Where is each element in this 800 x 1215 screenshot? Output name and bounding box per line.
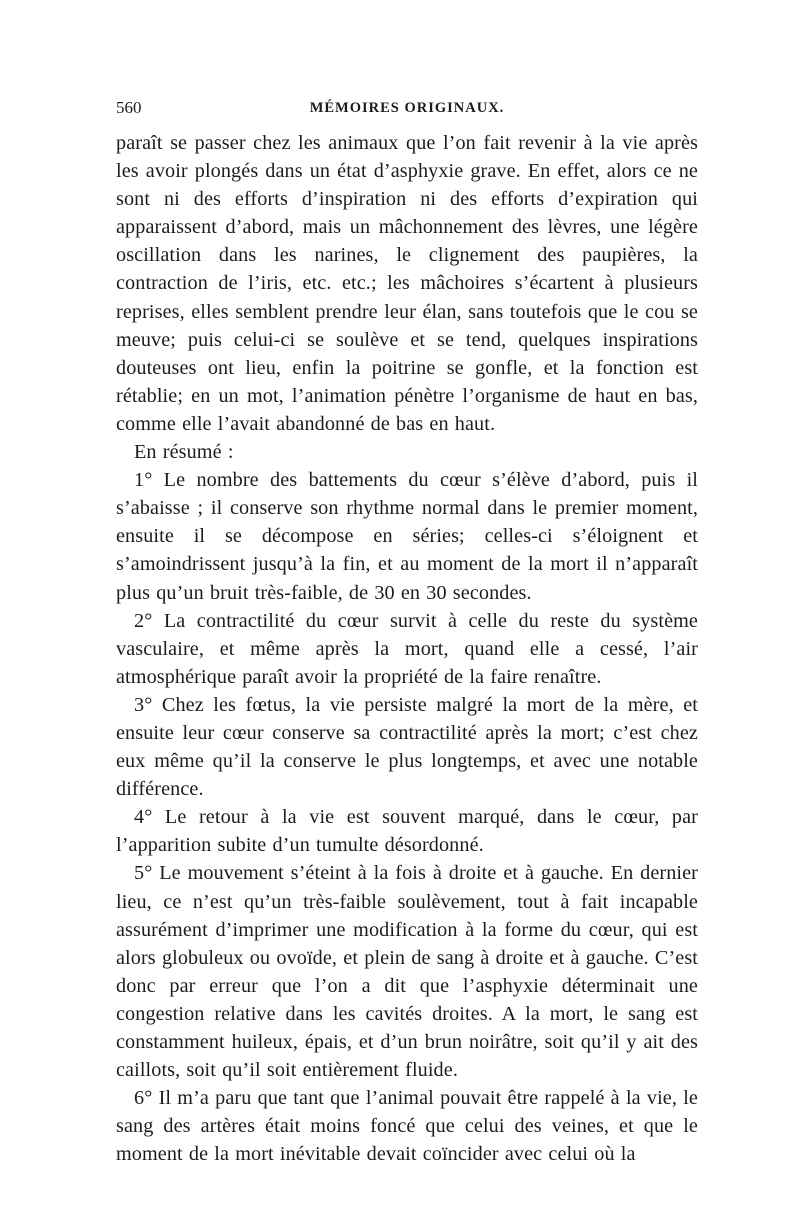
paragraph-point-5: 5° Le mouvement s’éteint à la fois à droite et à gauche. En dernier lieu, ce n’est qu’un très-faible soulèvement, tout à fait incapable assurément d’imprimer une modification à la forme du cœur, qui est alors globuleux ou ovoïde, et plein de sang à droite et à gauche. C’est donc par erreur que l’on a dit que l’asphyxie déterminait une congestion relative dans les cavités droites. A la mort, le sang est constamment huileux, épais, et d’un brun noirâtre, soit qu’il y ait des caillots, soit qu’il soit entièrement fluide. xyxy=(116,862,698,1082)
paragraph-summary-heading: En résumé : xyxy=(134,441,234,464)
body-text xyxy=(116,129,698,1168)
paragraph-continuation: paraît se passer chez les animaux que l’on fait revenir à la vie après les avoir plongés dans un état d’asphyxie grave. En effet, alors ce ne sont ni des efforts d’inspiration ni des efforts d’expiration qui apparaissent d’abord, mais un mâchonnement des lèvres, une légère oscillation dans les narines, le clignement des paupières, la contraction de l’iris, etc. etc.; les mâchoires s’écartent à plusieurs reprises, elles semblent prendre leur élan, sans toutefois que le cou se meuve; puis celui-ci se soulève et se tend, quelques inspirations douteuses ont lieu, enfin la poitrine se gonfle, et la fonction est rétablie; en un mot, l’animation pénètre l’organisme de haut en bas, comme elle l’avait abandonné de bas en haut. xyxy=(116,132,698,435)
paragraph-point-1: 1° Le nombre des battements du cœur s’élève d’abord, puis il s’abaisse ; il conserve son rhythme normal dans le premier moment, ensuite il se décompose en séries; celles-ci s’éloignent et s’amoindrissent jusqu’à la fin, et au moment de la mort il n’apparaît plus qu’un bruit très-faible, de 30 en 30 secondes. xyxy=(116,469,698,604)
running-title: MÉMOIRES ORIGINAUX. xyxy=(309,100,505,116)
running-head xyxy=(116,98,698,122)
paragraph-point-2: 2° La contractilité du cœur survit à celle du reste du système vasculaire, et même après la mort, quand elle a cessé, l’air atmosphérique paraît avoir la propriété de la faire renaître. xyxy=(116,609,698,688)
page-number: 560 xyxy=(116,98,142,117)
book-page xyxy=(116,98,698,1168)
paragraph-point-6: 6° Il m’a paru que tant que l’animal pouvait être rappelé à la vie, le sang des artères était moins foncé que celui des veines, et que le moment de la mort inévitable devait coïncider avec celui où la xyxy=(116,1087,698,1166)
paragraph-point-3: 3° Chez les fœtus, la vie persiste malgré la mort de la mère, et ensuite leur cœur conserve sa contractilité après la mort; c’est chez eux même qu’il la conserve le plus longtemps, et avec une notable différence. xyxy=(116,693,698,801)
paragraph-point-4: 4° Le retour à la vie est souvent marqué, dans le cœur, par l’apparition subite d’un tumulte désordonné. xyxy=(116,806,698,857)
